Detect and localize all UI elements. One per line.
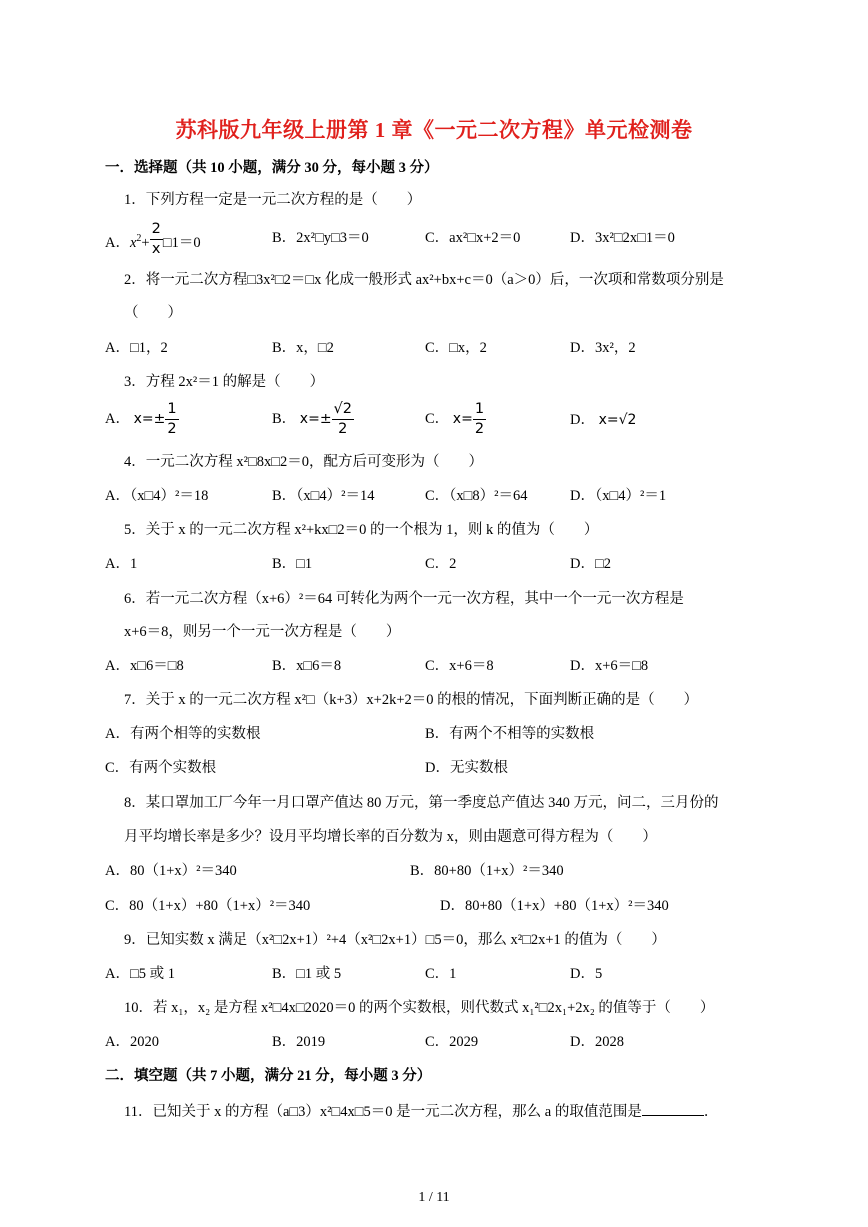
question-10-option-a: A．2020: [105, 1034, 159, 1050]
fraction: [332, 400, 354, 439]
fraction-denominator: 2: [338, 421, 348, 437]
question-8-option-b: B．80+80（1+x）²＝340: [410, 863, 564, 879]
question-1-option-a: [105, 221, 201, 263]
fraction-numerator: 1: [165, 400, 178, 420]
question-5-option-b: B．□1: [272, 556, 313, 572]
question-8-stem: 8．某口罩加工厂今年一月口罩产值达 80 万元，第一季度总产值达 340 万元，问二，三月份的: [124, 795, 719, 811]
question-5-option-c: C．2: [425, 556, 457, 572]
question-6-option-a: A．x□6＝□8: [105, 658, 184, 674]
question-10-option-d: D．2028: [570, 1034, 624, 1050]
option-text: □1＝0: [162, 234, 201, 251]
question-5-option-a: A．1: [105, 556, 138, 572]
question-6-option-b: B．x□6＝8: [272, 658, 342, 674]
question-4-option-a: A．（x□4）²＝18: [105, 488, 209, 504]
question-4-option-b: B．（x□4）²＝14: [272, 488, 375, 504]
question-7-option-c: C．有两个实数根: [105, 760, 217, 776]
question-3-option-a: [105, 400, 179, 439]
question-2-option-b: B．x，□2: [272, 340, 334, 356]
exponent: 2: [136, 233, 142, 244]
question-7-option-a: A．有两个相等的实数根: [105, 726, 261, 742]
question-6-stem-continued: x+6＝8，则另一个一元一次方程是（ ）: [124, 624, 401, 640]
fraction-denominator: 2: [474, 421, 485, 437]
question-8-option-d: D．80+80（1+x）+80（1+x）²＝340: [440, 898, 669, 914]
question-3-option-b: [272, 400, 354, 439]
question-5-stem: 5．关于 x 的一元二次方程 x²+kx□2＝0 的一个根为 1，则 k 的值为（ ）: [124, 522, 599, 538]
question-10-option-c: C．2029: [425, 1034, 479, 1050]
question-7-option-b: B．有两个不相等的实数根: [425, 726, 595, 742]
question-3-stem: 3．方程 2x²＝1 的解是（ ）: [124, 374, 325, 390]
question-2-stem: 2．将一元二次方程□3x²□2＝□x 化成一般形式 ax²+bx+c＝0（a＞0）后，一次项和常数项分别是: [124, 272, 724, 288]
question-10-option-b: B．2019: [272, 1034, 326, 1050]
section-heading-choice: 一．选择题（共 10 小题，满分 30 分，每小题 3 分）: [105, 160, 439, 176]
fraction-numerator: √2: [332, 400, 354, 420]
question-2-option-c: C．□x，2: [425, 340, 487, 356]
question-5-option-d: D．□2: [570, 556, 611, 572]
option-label: A．: [105, 410, 130, 427]
question-9-stem: 9．已知实数 x 满足（x²□2x+1）²+4（x²□2x+1）□5＝0，那么 x²□2x+1 的值为（ ）: [124, 932, 666, 948]
question-8-stem-continued: 月平均增长率是多少？设月平均增长率的百分数为 x，则由题意可得方程为（ ）: [124, 829, 657, 845]
question-4-stem: 4．一元二次方程 x²□8x□2＝0，配方后可变形为（ ）: [124, 454, 483, 470]
page-title: 苏科版九年级上册第 1 章《一元二次方程》单元检测卷: [175, 118, 693, 142]
question-1-option-b: B．2x²□y□3＝0: [272, 230, 369, 246]
option-text: x: [129, 234, 137, 251]
fraction-numerator: 2: [150, 220, 163, 240]
question-7-stem: 7．关于 x 的一元二次方程 x²□（k+3）x+2k+2＝0 的根的情况，下面判断正确的是（ ）: [124, 692, 699, 708]
option-label: B．: [272, 410, 297, 427]
question-1-option-c: C．ax²□x+2＝0: [425, 230, 521, 246]
option-label: A．: [105, 234, 130, 251]
fraction: [165, 400, 178, 439]
page-number: 1 / 11: [418, 1190, 450, 1205]
option-text: +: [141, 234, 150, 251]
option-label: C．: [425, 410, 450, 427]
question-2-stem-continued: （ ）: [124, 305, 182, 321]
question-6-option-d: D．x+6＝□8: [570, 658, 649, 674]
question-3-option-d: [570, 410, 636, 430]
fraction-numerator: 1: [473, 400, 486, 420]
question-11-end: ．: [703, 1104, 719, 1120]
section-heading-fill-in: 二．填空题（共 7 小题，满分 21 分，每小题 3 分）: [105, 1068, 432, 1084]
question-11: [124, 1101, 718, 1122]
question-9-option-c: C．1: [425, 966, 457, 982]
fraction: [150, 220, 163, 259]
question-8-option-a: A．80（1+x）²＝340: [105, 863, 237, 879]
question-10-stem: 10．若 x₁，x₂ 是方程 x²□4x□2020＝0 的两个实数根，则代数式 x₁²□2x₁+2x₂ 的值等于（ ）: [124, 1000, 715, 1016]
question-4-option-c: C．（x□8）²＝64: [425, 488, 528, 504]
answer-blank[interactable]: [642, 1101, 704, 1116]
option-text: x=√2: [598, 412, 637, 428]
fraction-denominator: x: [151, 241, 161, 257]
option-text: x=: [452, 410, 473, 427]
fraction-denominator: 2: [167, 421, 177, 437]
question-4-option-d: D．（x□4）²＝1: [570, 488, 667, 504]
question-2-option-d: D．3x²，2: [570, 340, 636, 356]
option-text: x=±: [133, 410, 166, 427]
question-11-stem: 11．已知关于 x 的方程（a□3）x²□4x□5＝0 是一元二次方程，那么 a 的取值范围是: [124, 1104, 642, 1120]
question-9-option-d: D．5: [570, 966, 603, 982]
fraction: [473, 400, 486, 439]
question-6-option-c: C．x+6＝8: [425, 658, 494, 674]
question-1-option-d: D．3x²□2x□1＝0: [570, 230, 675, 246]
question-6-stem: 6．若一元二次方程（x+6）²＝64 可转化为两个一元一次方程，其中一个一元一次方程是: [124, 591, 684, 607]
question-7-option-d: D．无实数根: [425, 760, 508, 776]
question-8-option-c: C．80（1+x）+80（1+x）²＝340: [105, 898, 311, 914]
option-label: D．: [570, 412, 595, 428]
question-2-option-a: A．□1，2: [105, 340, 168, 356]
option-text: x=±: [299, 410, 332, 427]
question-9-option-b: B．□1 或 5: [272, 966, 342, 982]
question-9-option-a: A．□5 或 1: [105, 966, 175, 982]
question-3-option-c: [425, 400, 486, 439]
question-1-stem: 1．下列方程一定是一元二次方程的是（ ）: [124, 192, 422, 208]
